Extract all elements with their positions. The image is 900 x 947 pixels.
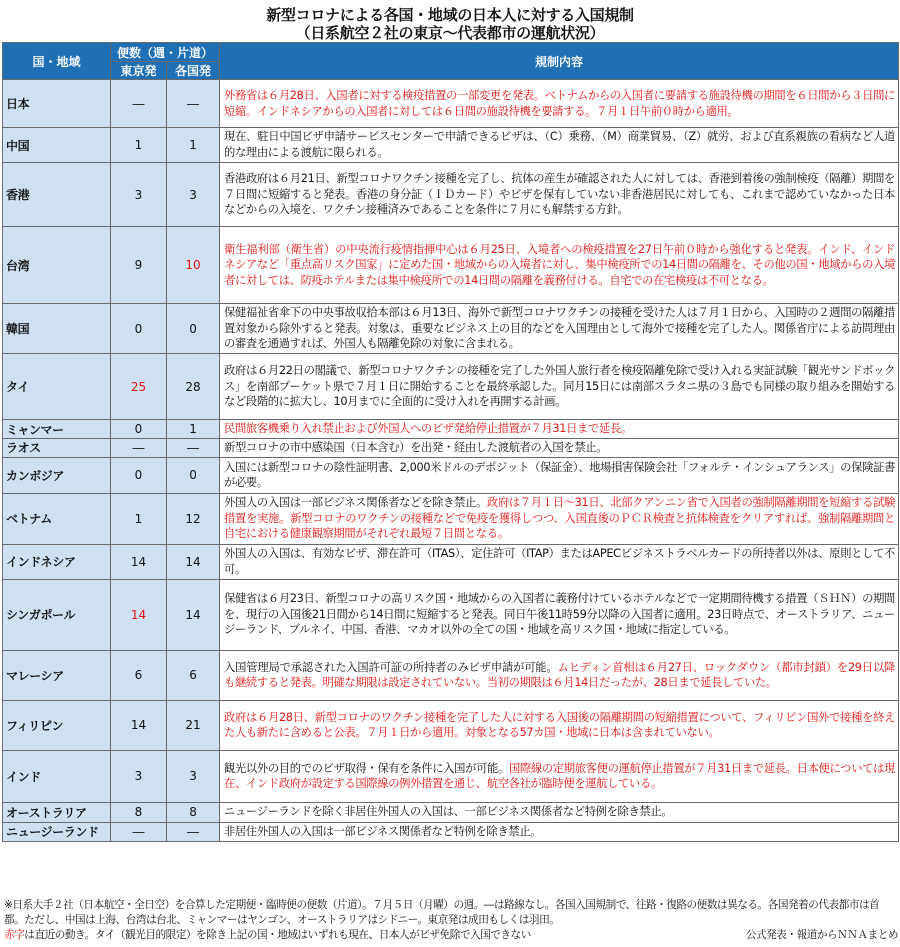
tokyo-flights-cell: ― — [111, 80, 167, 128]
table-row — [3, 420, 899, 439]
each-flights-cell: 0 — [167, 457, 220, 493]
regulation-detail-cell — [220, 457, 899, 493]
regulation-text: 現在、駐日中国ビザ申請サービスセンターで申請できるビザは、（C）乗務、（M）商業貿易、（Z）就労、および直系親族の看病など人道的な理由による渡航に限られる。 — [224, 130, 896, 159]
regulation-detail-cell — [220, 700, 899, 750]
regulation-detail-cell — [220, 544, 899, 579]
regulation-text: 外国人の入国は一部ビジネス関係者などを除き禁止。 — [224, 496, 487, 510]
recent-update-text: 民間旅客機乗り入れ禁止および外国人へのビザ発給停止措置が７月31日まで延長。 — [224, 422, 632, 436]
regulation-detail-cell — [220, 822, 899, 841]
tokyo-flights-cell: ― — [111, 822, 167, 841]
tokyo-flights-cell: 3 — [111, 163, 167, 227]
header-each: 各国発 — [167, 62, 220, 80]
table-row — [3, 750, 899, 802]
each-flights-cell: 21 — [167, 700, 220, 750]
table-row — [3, 544, 899, 579]
each-flights-cell: 1 — [167, 128, 220, 163]
regulation-detail-cell — [220, 354, 899, 420]
country-cell: ニュージーランド — [3, 822, 111, 841]
regulation-text: 香港政府は６月21日、新型コロナワクチン接種を完了し、抗体の産生が確認された人に対しては、香港到着後の強制検疫（隔離）期間を７日間に短縮すると発表。香港の身分証（ＩＤカード）やビザを保有していない非香港居民に対しても、これまで認めていなかった日本などからの入境を、ワクチン接種済みであることを条件に７月にも解禁する方針。 — [224, 172, 896, 217]
each-flights-cell: 6 — [167, 650, 220, 700]
regulation-text: 観光以外の目的でのビザ取得・保有を条件に入国が可能。 — [224, 761, 509, 775]
tokyo-flights-cell: 0 — [111, 304, 167, 354]
each-flights-cell: 10 — [167, 227, 220, 304]
header-details: 規制内容 — [220, 43, 899, 80]
recent-update-text: ムヒディン首相は６月27日、ロックダウン（都市封鎖）を29日以降も継続すると発表。明確な期限は設定されていない。当初の期限は６月14日だったが、28日まで延長していた。 — [224, 660, 896, 690]
table-row — [3, 304, 899, 354]
country-cell: インドネシア — [3, 544, 111, 579]
regulation-table — [2, 42, 899, 842]
recent-update-text: 政府は７月１日〜31日、北部クアンニン省で入国者の強制隔離期間を短縮する試験措置を実施。新型コロナのワクチンの接種などで免疫を獲得しつつ、入国直後のＰＣＲ検査と抗体検査をクリアすれば、強制隔離期間と自宅における健康観察期間がそれぞれ最短７日間となる。 — [224, 496, 896, 541]
header-country: 国・地域 — [3, 43, 111, 80]
regulation-text: 入国には新型コロナの陰性証明書、2,000米ドルのデポジット（保証金）、地場損害保険会社「フォルテ・インシュアランス」の保険証書が必要。 — [224, 460, 896, 490]
footnote-line1: ※日系大手２社（日本航空・全日空）を合算した定期便・臨時便の便数（片道）。７月５日（月曜）の週。―は路線なし。各国入国規制で、往路・復路の便数は異なる。各国発着の代表都市は首都。ただし、中国は上海、台湾は台北、ミャンマーはヤンゴン、オーストラリアはシドニー。東京発は成田もしくは羽田。 — [4, 899, 880, 926]
country-cell: ベトナム — [3, 493, 111, 544]
table-row — [3, 579, 899, 650]
regulation-detail-cell — [220, 650, 899, 700]
regulation-text: ニュージーランドを除く非居住外国人の入国は、一部ビジネス関係者など特例を除き禁止。 — [224, 805, 673, 819]
footnote-line2: は直近の動き。タイ（観光目的限定）を除き上記の国・地域はいずれも現在、日本人がビザ免除で入国できない — [24, 929, 531, 941]
each-flights-cell: 1 — [167, 420, 220, 439]
tokyo-flights-cell: 14 — [111, 700, 167, 750]
regulation-text: 入国管理局で承認された入国許可証の所持者のみビザ申請が可能。 — [224, 660, 558, 674]
country-cell: 韓国 — [3, 304, 111, 354]
tokyo-flights-cell: 9 — [111, 227, 167, 304]
country-cell: インド — [3, 750, 111, 802]
regulation-detail-cell — [220, 163, 899, 227]
regulation-text: 外国人の入国は、有効なビザ、滞在許可（ITAS）、定住許可（ITAP）またはAPECビジネストラベルカードの所持者以外は、原則として不可。 — [224, 547, 896, 576]
table-row — [3, 439, 899, 458]
footnote-source: 公式発表・報道からＮＮＡまとめ — [745, 929, 898, 941]
country-cell: 日本 — [3, 80, 111, 128]
regulation-detail-cell — [220, 579, 899, 650]
each-flights-cell: 8 — [167, 802, 220, 822]
country-cell: タイ — [3, 354, 111, 420]
each-flights-cell: 28 — [167, 354, 220, 420]
recent-update-text: 政府は６月28日、新型コロナのワクチン接種を完了した人に対する入国後の隔離期間の短縮措置について、フィリピン国外で接種を終えた人も新たに含めると公表。７月１日から適用。対象となる57カ国・地域に日本は含まれていない。 — [224, 710, 896, 740]
country-cell: ミャンマー — [3, 420, 111, 439]
table-row — [3, 163, 899, 227]
regulation-detail-cell — [220, 80, 899, 128]
recent-update-text: 衛生福利部（衛生省）の中央流行疫情指揮中心は６月25日、入境者への検疫措置を27日午前０時から強化すると発表。インド、インドネシアなど「重点高リスク国家」に定めた国・地域からの入境者に対し、集中検疫所での14日間の隔離を、その他の国・地域からの入境者に対しては、防疫ホテルまたは集中検疫所での14日間の隔離を義務付ける。自宅での在宅検疫は不可となる。 — [224, 242, 896, 287]
country-cell: 中国 — [3, 128, 111, 163]
country-cell: マレーシア — [3, 650, 111, 700]
each-flights-cell: ― — [167, 439, 220, 458]
table-row — [3, 802, 899, 822]
country-cell: カンボジア — [3, 457, 111, 493]
footnote-red-label: 赤字 — [4, 929, 25, 941]
regulation-detail-cell — [220, 750, 899, 802]
country-cell: 香港 — [3, 163, 111, 227]
tokyo-flights-cell: 14 — [111, 544, 167, 579]
tokyo-flights-cell: 25 — [111, 354, 167, 420]
tokyo-flights-cell: 14 — [111, 579, 167, 650]
tokyo-flights-cell: 1 — [111, 493, 167, 544]
tokyo-flights-cell: 8 — [111, 802, 167, 822]
country-cell: オーストラリア — [3, 802, 111, 822]
recent-update-text: 国際線の定期旅客便の運航停止措置が７月31日まで延長。日本便については現在、インド政府が設定する国際線の例外措置を通じ、航空各社が臨時便を運航している。 — [224, 761, 896, 791]
regulation-detail-cell — [220, 802, 899, 822]
regulation-detail-cell — [220, 304, 899, 354]
regulation-detail-cell — [220, 227, 899, 304]
country-cell: シンガポール — [3, 579, 111, 650]
table-row — [3, 457, 899, 493]
tokyo-flights-cell: 0 — [111, 420, 167, 439]
each-flights-cell: 14 — [167, 579, 220, 650]
page-title: 新型コロナによる各国・地域の日本人に対する入国規制 — [266, 6, 634, 24]
each-flights-cell: 3 — [167, 750, 220, 802]
regulation-text: 保健福祉省傘下の中央事故収拾本部は６月13日、海外で新型コロナワクチンの接種を受けた人は７月１日から、入国時の２週間の隔離措置対象から除外すると発表。対象は、重要なビジネス上の目的などを入国理由として海外で接種を完了した人。関係省庁による訪問理由の審査を通過すれば、外国人も隔離免除の対象に含まれる。 — [224, 306, 896, 351]
country-cell: 台湾 — [3, 227, 111, 304]
header-flights: 便数（週・片道） — [111, 43, 220, 62]
table-row — [3, 700, 899, 750]
tokyo-flights-cell: 1 — [111, 128, 167, 163]
regulation-detail-cell — [220, 493, 899, 544]
table-row — [3, 354, 899, 420]
regulation-text: 保健省は６月23日、新型コロナの高リスク国・地域からの入国者に義務付けているホテルなどで一定期間待機する措置（ＳＨＮ）の期間を、現行の入国後21日間から14日間に短縮すると発表。同日午後11時59分以降の入国者に適用。23日時点で、オーストラリア、ニュージーランド、ブルネイ、中国、香港、マカオ以外の全ての国・地域を高リスク国・地域に指定している。 — [224, 592, 896, 637]
table-row — [3, 650, 899, 700]
regulation-detail-cell — [220, 439, 899, 458]
regulation-detail-cell — [220, 420, 899, 439]
regulation-text: 政府は６月22日の閣議で、新型コロナワクチンの接種を完了した外国人旅行者を検疫隔離免除で受け入れる実証試験「観光サンドボックス」を南部プーケット県で７月１日に開始することを最終承認した。同月15日には南部スラタニ県の３島でも同様の取り組みを開始するなど段階的に拡大し、10月までに全面的に受け入れを再開する計画。 — [224, 364, 896, 409]
footnote — [4, 898, 898, 943]
tokyo-flights-cell: 3 — [111, 750, 167, 802]
table-row — [3, 822, 899, 841]
regulation-text: 非居住外国人の入国は一部ビジネス関係者など特例を除き禁止。 — [224, 824, 542, 838]
title-block — [0, 0, 900, 42]
each-flights-cell: 0 — [167, 304, 220, 354]
table-row — [3, 128, 899, 163]
recent-update-text: 外務省は６月28日、入国者に対する検疫措置の一部変更を発表。ベトナムからの入国者に要請する施設待機の期間を６日間から３日間に短縮。インドネシアからの入国者に対しては６日間の施設待機を要請する。７月１日午前０時から適用。 — [224, 88, 896, 118]
each-flights-cell: 3 — [167, 163, 220, 227]
each-flights-cell: ― — [167, 80, 220, 128]
regulation-detail-cell — [220, 128, 899, 163]
tokyo-flights-cell: 6 — [111, 650, 167, 700]
each-flights-cell: ― — [167, 822, 220, 841]
tokyo-flights-cell: 0 — [111, 457, 167, 493]
table-row — [3, 227, 899, 304]
header-tokyo: 東京発 — [111, 62, 167, 80]
tokyo-flights-cell: ― — [111, 439, 167, 458]
table-body — [3, 80, 899, 842]
page-subtitle: （日系航空２社の東京〜代表都市の運航状況） — [295, 24, 605, 42]
each-flights-cell: 12 — [167, 493, 220, 544]
regulation-text: 新型コロナの市中感染国（日本含む）を出発・経由した渡航者の入国を禁止。 — [224, 441, 608, 454]
each-flights-cell: 14 — [167, 544, 220, 579]
country-cell: フィリピン — [3, 700, 111, 750]
table-row — [3, 80, 899, 128]
country-cell: ラオス — [3, 439, 111, 458]
table-row — [3, 493, 899, 544]
